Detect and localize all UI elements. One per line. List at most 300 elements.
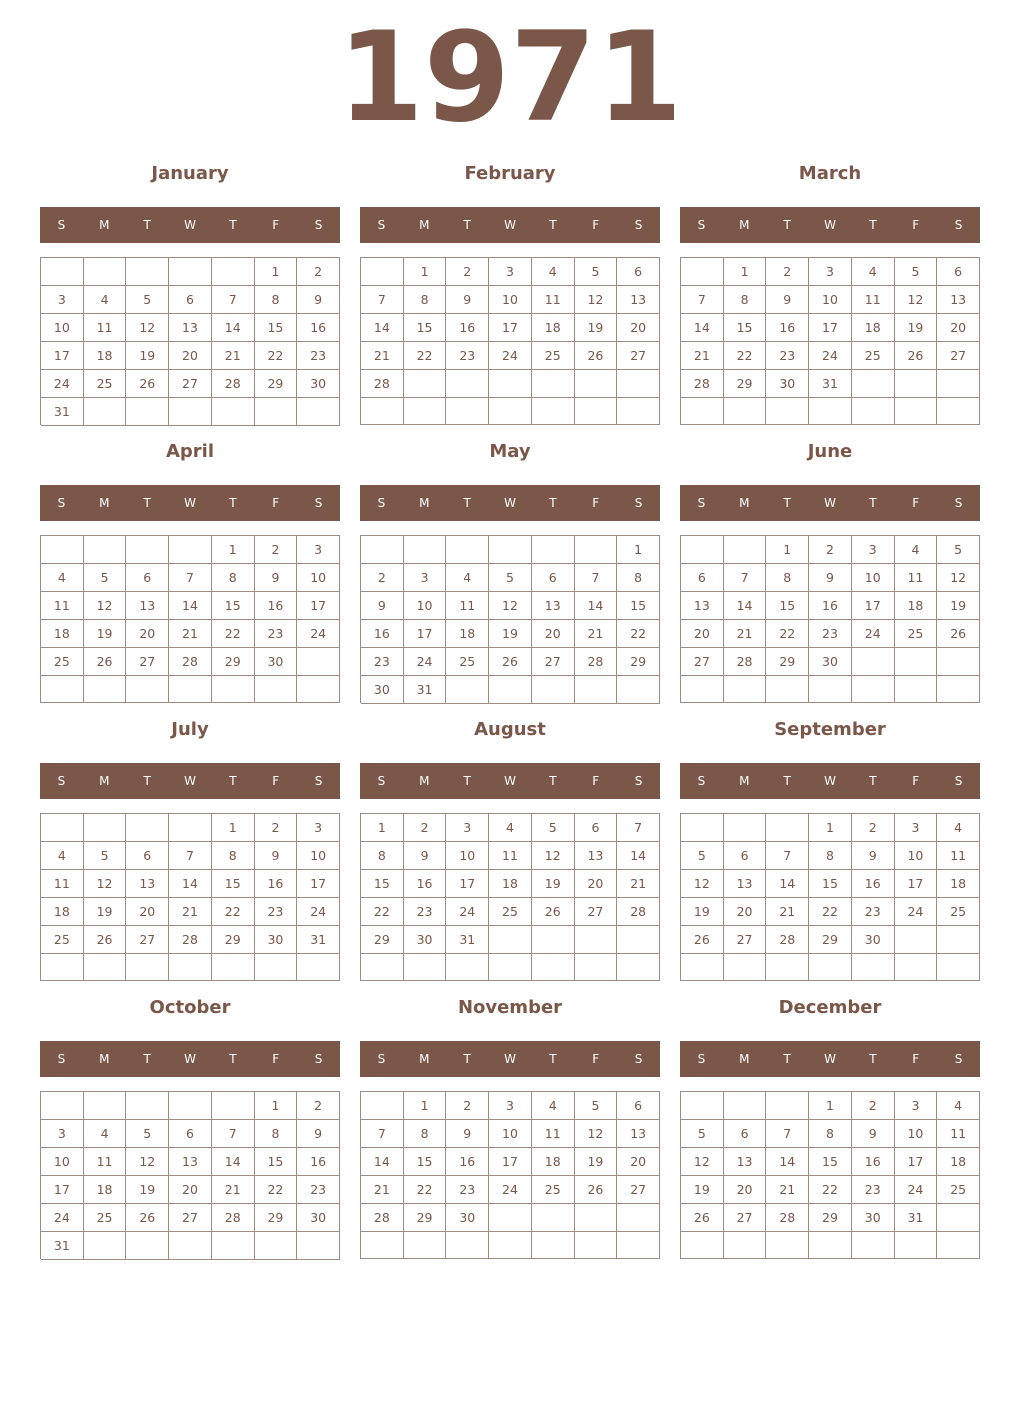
- day-cell: [126, 1092, 169, 1120]
- day-cell: 18: [41, 898, 84, 926]
- day-cell: [297, 398, 340, 426]
- day-cell: 31: [404, 676, 447, 704]
- day-cell: [126, 536, 169, 564]
- day-cell: 20: [937, 314, 980, 342]
- day-cell: 4: [532, 1092, 575, 1120]
- day-cell: 17: [297, 592, 340, 620]
- day-cell: 14: [169, 870, 212, 898]
- day-cell: [361, 258, 404, 286]
- day-cell: 21: [169, 898, 212, 926]
- day-cell: [41, 536, 84, 564]
- weekday-label: T: [229, 496, 237, 510]
- day-cell: 4: [41, 842, 84, 870]
- day-cell: 2: [446, 1092, 489, 1120]
- day-cell: [724, 398, 767, 425]
- weekday-label: F: [912, 218, 920, 232]
- weekday-label: S: [954, 218, 963, 232]
- day-cell: 13: [169, 1148, 212, 1176]
- weekday-label: S: [314, 774, 323, 788]
- day-cell: 26: [84, 648, 127, 676]
- day-cell: [895, 398, 938, 425]
- day-cell: 1: [212, 814, 255, 842]
- day-cell: [361, 954, 404, 981]
- day-cell: 14: [169, 592, 212, 620]
- day-cell: 19: [681, 898, 724, 926]
- day-cell: 23: [297, 342, 340, 370]
- day-cell: 5: [126, 1120, 169, 1148]
- day-cell: 3: [489, 258, 532, 286]
- day-cell: [809, 398, 852, 425]
- day-cell: [937, 648, 980, 676]
- day-cell: 7: [212, 1120, 255, 1148]
- day-cell: 17: [297, 870, 340, 898]
- day-cell: 27: [169, 1204, 212, 1232]
- weekday-label: F: [592, 1052, 600, 1066]
- day-cell: 1: [255, 258, 298, 286]
- day-cell: 22: [404, 342, 447, 370]
- day-cell: 17: [852, 592, 895, 620]
- day-cell: [532, 954, 575, 981]
- day-cell: 28: [766, 926, 809, 954]
- day-cell: 24: [297, 898, 340, 926]
- day-cell: 10: [41, 1148, 84, 1176]
- day-cell: 1: [617, 536, 660, 564]
- day-cell: 11: [84, 1148, 127, 1176]
- day-cell: 24: [41, 370, 84, 398]
- day-cell: 22: [361, 898, 404, 926]
- weekday-label: M: [739, 496, 750, 510]
- day-cell: [895, 954, 938, 981]
- day-cell: 5: [532, 814, 575, 842]
- day-cell: [169, 1232, 212, 1260]
- day-cell: [126, 814, 169, 842]
- day-cell: 12: [84, 592, 127, 620]
- days-grid: [40, 257, 340, 425]
- day-cell: 10: [489, 1120, 532, 1148]
- weekday-label: W: [184, 774, 196, 788]
- month-march: [680, 159, 980, 429]
- day-cell: 31: [446, 926, 489, 954]
- day-cell: 12: [126, 1148, 169, 1176]
- day-cell: 2: [766, 258, 809, 286]
- day-cell: 15: [404, 1148, 447, 1176]
- weekday-label: F: [912, 774, 920, 788]
- day-cell: 1: [809, 814, 852, 842]
- day-cell: [446, 398, 489, 425]
- day-cell: 12: [575, 1120, 618, 1148]
- day-cell: [852, 1232, 895, 1259]
- day-cell: [724, 1232, 767, 1259]
- days-grid: [40, 535, 340, 703]
- day-cell: 21: [361, 1176, 404, 1204]
- days-grid: [40, 813, 340, 981]
- day-cell: 28: [617, 898, 660, 926]
- weekday-label: S: [57, 774, 66, 788]
- weekday-label: M: [419, 496, 430, 510]
- day-cell: 10: [297, 564, 340, 592]
- day-cell: 15: [766, 592, 809, 620]
- days-grid: [40, 1091, 340, 1259]
- day-cell: 24: [852, 620, 895, 648]
- day-cell: 25: [446, 648, 489, 676]
- day-cell: 11: [937, 1120, 980, 1148]
- day-cell: [766, 676, 809, 703]
- month-name: September: [774, 719, 886, 740]
- weekday-label: F: [272, 496, 280, 510]
- day-cell: [212, 258, 255, 286]
- day-cell: 9: [297, 1120, 340, 1148]
- day-cell: 12: [681, 1148, 724, 1176]
- weekday-label: S: [954, 774, 963, 788]
- day-cell: 26: [84, 926, 127, 954]
- day-cell: 29: [361, 926, 404, 954]
- day-cell: 28: [361, 1204, 404, 1232]
- day-cell: 11: [446, 592, 489, 620]
- day-cell: 9: [852, 842, 895, 870]
- day-cell: 22: [617, 620, 660, 648]
- day-cell: 20: [724, 1176, 767, 1204]
- day-cell: [489, 398, 532, 425]
- day-cell: 25: [937, 898, 980, 926]
- weekday-label: T: [143, 496, 151, 510]
- day-cell: 26: [126, 1204, 169, 1232]
- day-cell: 7: [681, 286, 724, 314]
- weekday-label: M: [419, 1052, 430, 1066]
- day-cell: [532, 1232, 575, 1259]
- day-cell: 16: [297, 1148, 340, 1176]
- day-cell: [532, 926, 575, 954]
- day-cell: 1: [212, 536, 255, 564]
- day-cell: [126, 398, 169, 426]
- day-cell: 11: [84, 314, 127, 342]
- day-cell: 21: [169, 620, 212, 648]
- day-cell: 12: [937, 564, 980, 592]
- day-cell: 28: [681, 370, 724, 398]
- day-cell: [297, 1232, 340, 1260]
- weekday-label: S: [634, 1052, 643, 1066]
- day-cell: [489, 954, 532, 981]
- day-cell: 14: [212, 314, 255, 342]
- weekday-label: S: [377, 774, 386, 788]
- weekday-label: M: [99, 1052, 110, 1066]
- day-cell: [937, 398, 980, 425]
- day-cell: [404, 536, 447, 564]
- day-cell: 24: [446, 898, 489, 926]
- day-cell: 24: [489, 342, 532, 370]
- day-cell: 5: [489, 564, 532, 592]
- weekday-label: S: [314, 218, 323, 232]
- day-cell: 22: [809, 1176, 852, 1204]
- day-cell: 29: [809, 926, 852, 954]
- day-cell: [446, 536, 489, 564]
- day-cell: 14: [724, 592, 767, 620]
- month-december: [680, 993, 980, 1263]
- day-cell: 21: [212, 1176, 255, 1204]
- day-cell: 1: [361, 814, 404, 842]
- day-cell: 24: [297, 620, 340, 648]
- day-cell: 18: [84, 1176, 127, 1204]
- day-cell: 16: [852, 1148, 895, 1176]
- weekday-label: F: [912, 496, 920, 510]
- day-cell: 27: [724, 926, 767, 954]
- day-cell: 5: [126, 286, 169, 314]
- day-cell: 23: [809, 620, 852, 648]
- day-cell: 1: [404, 1092, 447, 1120]
- weekday-label: M: [739, 774, 750, 788]
- day-cell: 16: [297, 314, 340, 342]
- weekday-header: [360, 763, 660, 799]
- day-cell: 19: [84, 898, 127, 926]
- day-cell: [852, 648, 895, 676]
- day-cell: 20: [126, 620, 169, 648]
- day-cell: 19: [489, 620, 532, 648]
- weekday-label: M: [99, 774, 110, 788]
- day-cell: 30: [404, 926, 447, 954]
- day-cell: 9: [255, 564, 298, 592]
- weekday-label: S: [57, 1052, 66, 1066]
- day-cell: [361, 1232, 404, 1259]
- day-cell: 14: [575, 592, 618, 620]
- day-cell: 20: [575, 870, 618, 898]
- day-cell: 15: [361, 870, 404, 898]
- day-cell: 3: [297, 536, 340, 564]
- day-cell: [852, 370, 895, 398]
- day-cell: [809, 954, 852, 981]
- day-cell: 30: [297, 370, 340, 398]
- day-cell: 31: [809, 370, 852, 398]
- weekday-label: T: [229, 218, 237, 232]
- day-cell: 23: [852, 898, 895, 926]
- day-cell: 4: [895, 536, 938, 564]
- day-cell: 4: [532, 258, 575, 286]
- weekday-label: S: [697, 1052, 706, 1066]
- weekday-label: M: [739, 218, 750, 232]
- day-cell: 1: [766, 536, 809, 564]
- weekday-label: F: [272, 1052, 280, 1066]
- weekday-label: T: [143, 1052, 151, 1066]
- day-cell: [681, 536, 724, 564]
- day-cell: [766, 1092, 809, 1120]
- weekday-label: S: [634, 774, 643, 788]
- day-cell: 29: [404, 1204, 447, 1232]
- days-grid: [360, 535, 660, 703]
- day-cell: 26: [575, 1176, 618, 1204]
- day-cell: [169, 814, 212, 842]
- day-cell: 22: [809, 898, 852, 926]
- day-cell: [84, 536, 127, 564]
- weekday-label: F: [272, 774, 280, 788]
- month-april: [40, 437, 340, 707]
- day-cell: 19: [895, 314, 938, 342]
- day-cell: 19: [84, 620, 127, 648]
- day-cell: [169, 1092, 212, 1120]
- month-july: [40, 715, 340, 985]
- weekday-label: S: [377, 218, 386, 232]
- month-october: [40, 993, 340, 1263]
- day-cell: 8: [766, 564, 809, 592]
- day-cell: [41, 258, 84, 286]
- weekday-label: F: [592, 496, 600, 510]
- day-cell: [361, 1092, 404, 1120]
- weekday-label: T: [549, 1052, 557, 1066]
- day-cell: [361, 536, 404, 564]
- day-cell: 6: [126, 842, 169, 870]
- day-cell: 29: [809, 1204, 852, 1232]
- day-cell: [724, 1092, 767, 1120]
- day-cell: 6: [681, 564, 724, 592]
- day-cell: 5: [575, 1092, 618, 1120]
- day-cell: [404, 398, 447, 425]
- day-cell: 18: [937, 1148, 980, 1176]
- day-cell: 23: [297, 1176, 340, 1204]
- day-cell: 19: [126, 1176, 169, 1204]
- day-cell: 28: [169, 648, 212, 676]
- weekday-label: S: [57, 496, 66, 510]
- day-cell: [681, 1092, 724, 1120]
- day-cell: 6: [126, 564, 169, 592]
- day-cell: 7: [766, 1120, 809, 1148]
- day-cell: 22: [724, 342, 767, 370]
- month-name: March: [798, 163, 862, 184]
- day-cell: 8: [404, 286, 447, 314]
- day-cell: 1: [404, 258, 447, 286]
- day-cell: 27: [724, 1204, 767, 1232]
- day-cell: 18: [895, 592, 938, 620]
- day-cell: 15: [809, 1148, 852, 1176]
- day-cell: 19: [681, 1176, 724, 1204]
- day-cell: 11: [937, 842, 980, 870]
- day-cell: [532, 370, 575, 398]
- day-cell: [169, 398, 212, 426]
- weekday-header: [680, 485, 980, 521]
- weekday-label: S: [954, 1052, 963, 1066]
- day-cell: 28: [212, 1204, 255, 1232]
- day-cell: 22: [404, 1176, 447, 1204]
- day-cell: [297, 954, 340, 981]
- month-february: [360, 159, 660, 429]
- day-cell: 13: [724, 1148, 767, 1176]
- day-cell: 8: [255, 1120, 298, 1148]
- day-cell: [41, 954, 84, 981]
- day-cell: 25: [895, 620, 938, 648]
- weekday-header: [680, 763, 980, 799]
- day-cell: 14: [212, 1148, 255, 1176]
- day-cell: 16: [404, 870, 447, 898]
- day-cell: 28: [766, 1204, 809, 1232]
- day-cell: 21: [617, 870, 660, 898]
- weekday-label: F: [912, 1052, 920, 1066]
- day-cell: 16: [255, 592, 298, 620]
- day-cell: [126, 1232, 169, 1260]
- month-september: [680, 715, 980, 985]
- day-cell: 28: [212, 370, 255, 398]
- day-cell: 30: [297, 1204, 340, 1232]
- day-cell: 2: [297, 1092, 340, 1120]
- day-cell: 10: [895, 1120, 938, 1148]
- day-cell: 10: [297, 842, 340, 870]
- day-cell: 27: [617, 342, 660, 370]
- day-cell: [809, 1232, 852, 1259]
- day-cell: [575, 954, 618, 981]
- weekday-label: T: [869, 1052, 877, 1066]
- day-cell: 25: [84, 370, 127, 398]
- day-cell: 2: [404, 814, 447, 842]
- day-cell: 15: [809, 870, 852, 898]
- day-cell: [617, 926, 660, 954]
- day-cell: [84, 676, 127, 703]
- day-cell: 10: [41, 314, 84, 342]
- weekday-label: T: [869, 774, 877, 788]
- day-cell: [681, 814, 724, 842]
- day-cell: 13: [617, 286, 660, 314]
- day-cell: 31: [41, 398, 84, 426]
- day-cell: 3: [446, 814, 489, 842]
- day-cell: 9: [446, 1120, 489, 1148]
- day-cell: [895, 648, 938, 676]
- day-cell: [766, 954, 809, 981]
- weekday-label: S: [697, 774, 706, 788]
- day-cell: 4: [852, 258, 895, 286]
- day-cell: [446, 370, 489, 398]
- day-cell: [255, 676, 298, 703]
- weekday-label: F: [592, 218, 600, 232]
- day-cell: [895, 926, 938, 954]
- month-name: June: [807, 441, 853, 462]
- day-cell: 14: [617, 842, 660, 870]
- weekday-header: [680, 1041, 980, 1077]
- day-cell: [809, 676, 852, 703]
- day-cell: 18: [41, 620, 84, 648]
- day-cell: 25: [532, 342, 575, 370]
- day-cell: 15: [255, 314, 298, 342]
- day-cell: 16: [255, 870, 298, 898]
- day-cell: 25: [532, 1176, 575, 1204]
- weekday-label: M: [739, 1052, 750, 1066]
- day-cell: [937, 954, 980, 981]
- day-cell: 24: [41, 1204, 84, 1232]
- day-cell: [84, 258, 127, 286]
- month-name: July: [171, 719, 209, 740]
- day-cell: 27: [126, 648, 169, 676]
- day-cell: [446, 1232, 489, 1259]
- day-cell: [212, 1232, 255, 1260]
- day-cell: 5: [937, 536, 980, 564]
- weekday-label: M: [419, 218, 430, 232]
- day-cell: 12: [84, 870, 127, 898]
- day-cell: 18: [446, 620, 489, 648]
- day-cell: 3: [895, 814, 938, 842]
- day-cell: 15: [212, 870, 255, 898]
- weekday-label: F: [272, 218, 280, 232]
- day-cell: 24: [489, 1176, 532, 1204]
- day-cell: 7: [617, 814, 660, 842]
- day-cell: 26: [681, 1204, 724, 1232]
- day-cell: 17: [809, 314, 852, 342]
- month-name: October: [149, 997, 231, 1018]
- day-cell: [937, 1232, 980, 1259]
- day-cell: [532, 398, 575, 425]
- day-cell: 4: [446, 564, 489, 592]
- day-cell: [852, 398, 895, 425]
- day-cell: 3: [41, 286, 84, 314]
- day-cell: 7: [361, 286, 404, 314]
- day-cell: 23: [446, 1176, 489, 1204]
- weekday-label: S: [377, 1052, 386, 1066]
- weekday-label: T: [783, 1052, 791, 1066]
- day-cell: 23: [404, 898, 447, 926]
- weekday-label: M: [419, 774, 430, 788]
- day-cell: 6: [617, 1092, 660, 1120]
